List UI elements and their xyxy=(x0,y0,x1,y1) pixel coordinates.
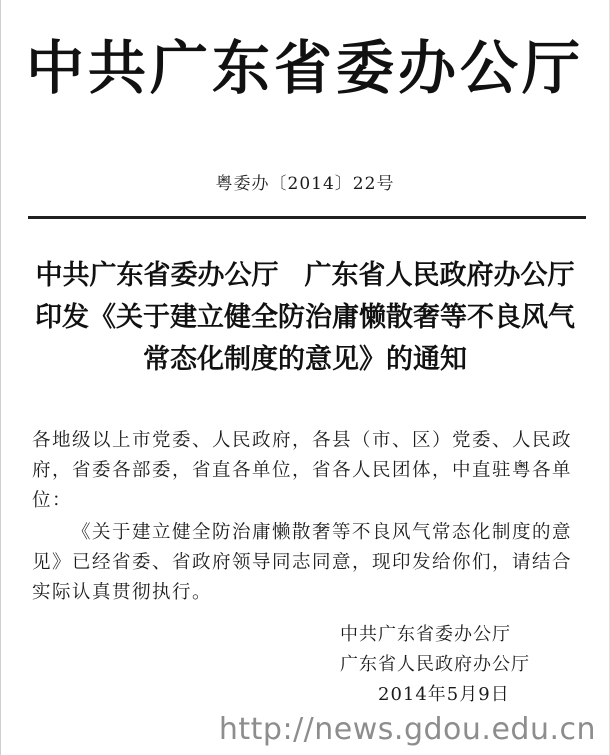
issuing-organization-header: 中共广东省委办公厅 xyxy=(25,34,584,102)
source-watermark: http://news.gdou.edu.cn xyxy=(218,712,596,747)
header-separator-line xyxy=(28,216,586,219)
recipients-paragraph: 各地级以上市党委、人民政府，各县（市、区）党委、人民政府，省委各部委，省直各单位，省各人民团体，中直驻粤各单位： xyxy=(32,430,573,511)
main-paragraph: 《关于建立健全防治庸懒散奢等不良风气常态化制度的意见》已经省委、省政府领导同志同意，现印发给你们，请结合实际认真贯彻执行。 xyxy=(32,522,573,603)
signature-date: 2014年5月9日 xyxy=(378,684,510,705)
document-title xyxy=(0,255,610,381)
signature-block xyxy=(340,620,590,710)
document-body xyxy=(32,426,584,608)
title-issuer-2: 广东省人民政府办公厅 xyxy=(304,260,575,291)
title-line-3: 常态化制度的意见》的通知 xyxy=(143,344,467,375)
title-issuer-1: 中共广东省委办公厅 xyxy=(35,260,279,291)
signature-org-1: 中共广东省委办公厅 xyxy=(340,624,511,645)
signature-org-2: 广东省人民政府办公厅 xyxy=(340,654,530,675)
title-line-issuers xyxy=(0,255,610,297)
title-line-2: 印发《关于建立健全防治庸懒散奢等不良风气 xyxy=(35,302,575,333)
document-number: 粤委办〔2014〕22号 xyxy=(215,174,395,194)
